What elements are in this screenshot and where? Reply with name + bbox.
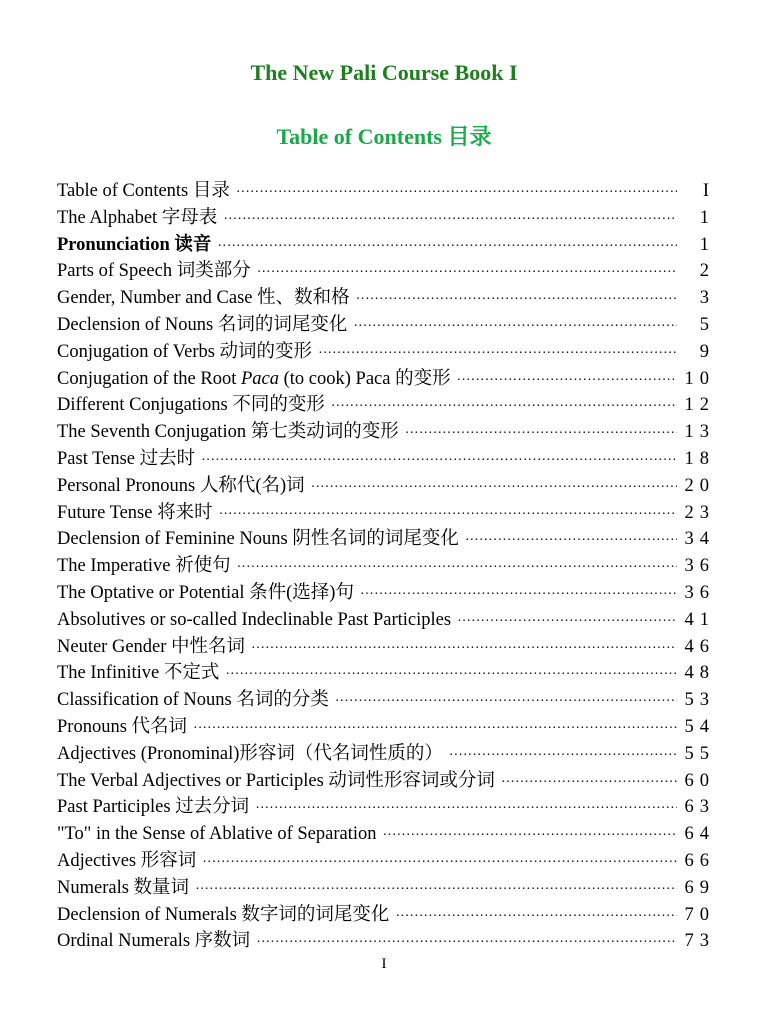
toc-entry-page: 66 [684, 850, 715, 871]
dot-leader [225, 662, 677, 689]
toc-entry-page: 34 [684, 529, 715, 550]
toc-entry-label [57, 366, 457, 393]
toc-entry-label: Adjectives 形容词 [57, 850, 197, 871]
dot-leader [255, 796, 677, 823]
toc-entry-page: 48 [684, 663, 715, 684]
toc-entry-label-italic: Paca [240, 368, 279, 389]
toc-entry-label: Classification of Nouns 名词的分类 [57, 690, 329, 711]
toc-title: Table of Contents 目录 [276, 124, 492, 149]
toc-entry-label: Declension of Nouns 名词的词尾变化 [57, 314, 348, 335]
toc-entry-page: 13 [684, 422, 715, 443]
toc-entry[interactable] [57, 500, 715, 527]
toc-entry-page: 12 [684, 395, 715, 416]
dot-leader [237, 555, 677, 582]
dot-leader [217, 234, 677, 261]
toc-entry-page: 55 [684, 743, 715, 764]
toc-entry-label: Ordinal Numerals 序数词 [57, 931, 251, 952]
toc-entry[interactable] [57, 580, 715, 607]
toc-entry-label: Past Participles 过去分词 [57, 797, 250, 818]
toc-entry[interactable] [57, 339, 715, 366]
toc-entry-label: Gender, Number and Case 性、数和格 [57, 288, 350, 309]
toc-entry[interactable] [57, 741, 715, 768]
dot-leader [311, 475, 677, 502]
toc-entry-label: The Imperative 祈使句 [57, 556, 231, 577]
dot-leader [353, 314, 677, 341]
toc-entry-page: 46 [684, 636, 715, 657]
dot-leader [360, 582, 677, 609]
toc-entry[interactable] [57, 178, 715, 205]
toc-entry-page: 63 [684, 797, 715, 818]
toc-entry-label: Conjugation of Verbs 动词的变形 [57, 341, 313, 362]
dot-leader [219, 502, 677, 529]
toc-entry-label-part: Conjugation of the Root [57, 368, 241, 389]
dot-leader [331, 394, 677, 421]
toc-entry-page: 54 [684, 716, 715, 737]
dot-leader [395, 904, 677, 931]
dot-leader [457, 368, 677, 395]
toc-entry-page: 41 [684, 609, 715, 630]
toc-entry-page: 18 [684, 448, 715, 469]
toc-entry-label: "To" in the Sense of Ablative of Separation [57, 824, 377, 845]
toc-entry[interactable] [57, 794, 715, 821]
toc-entry-label: The Verbal Adjectives or Participles 动词性形容词或分词 [57, 770, 495, 791]
toc-entry-label: Past Tense 过去时 [57, 448, 196, 469]
dot-leader [201, 448, 677, 475]
toc-entry-label: Pronouns 代名词 [57, 716, 188, 737]
toc-entry[interactable] [57, 607, 715, 634]
dot-leader [405, 421, 677, 448]
toc-entry-label: Neuter Gender 中性名词 [57, 636, 246, 657]
toc-entry-label: Declension of Feminine Nouns 阴性名词的词尾变化 [57, 529, 459, 550]
toc-entry-page: 53 [684, 690, 715, 711]
toc-entry[interactable] [57, 392, 715, 419]
toc-entry-page: 1 [699, 234, 715, 255]
toc-entry-label: Different Conjugations 不同的变形 [57, 395, 325, 416]
toc-entry[interactable] [57, 312, 715, 339]
toc-entry-page: 1 [699, 207, 715, 228]
dot-leader [457, 609, 677, 636]
toc-entry-page: 20 [684, 475, 715, 496]
toc-entry[interactable] [57, 634, 715, 661]
toc-entry[interactable] [57, 875, 715, 902]
toc-entry[interactable] [57, 821, 715, 848]
dot-leader [256, 930, 677, 957]
toc-entry-label: Pronunciation 读音 [57, 234, 212, 255]
toc-entry[interactable] [57, 928, 715, 955]
toc-entry[interactable] [57, 553, 715, 580]
toc-entry-page: 36 [684, 556, 715, 577]
dot-leader [449, 743, 677, 770]
toc-entry-page: 69 [684, 877, 715, 898]
toc-entry-page: 64 [684, 824, 715, 845]
toc-entry-label: Numerals 数量词 [57, 877, 190, 898]
dot-leader [465, 528, 677, 555]
table-of-contents [57, 178, 715, 955]
toc-entry-label: The Alphabet 字母表 [57, 207, 218, 228]
toc-entry-page: 5 [699, 314, 715, 335]
toc-entry-label-part: (to cook) Paca 的变形 [278, 368, 451, 389]
toc-entry-label: Future Tense 将来时 [57, 502, 213, 523]
dot-leader [251, 636, 677, 663]
toc-entry[interactable] [57, 660, 715, 687]
book-title: The New Pali Course Book I [250, 60, 518, 85]
toc-entry[interactable] [57, 902, 715, 929]
dot-leader [223, 207, 677, 234]
toc-entry-label: The Seventh Conjugation 第七类动词的变形 [57, 422, 399, 443]
toc-entry[interactable] [57, 205, 715, 232]
toc-entry[interactable] [57, 258, 715, 285]
toc-entry[interactable] [57, 768, 715, 795]
dot-leader [501, 770, 677, 797]
toc-entry-page: 2 [699, 261, 715, 282]
toc-entry-page: 3 [699, 288, 715, 309]
toc-entry-label: The Optative or Potential 条件(选择)句 [57, 582, 354, 603]
toc-entry[interactable] [57, 366, 715, 393]
toc-entry[interactable] [57, 526, 715, 553]
toc-entry-label: Adjectives (Pronominal)形容词（代名词性质的） [57, 743, 443, 764]
toc-entry-label: Absolutives or so-called Indeclinable Past Participles [57, 609, 452, 630]
toc-entry[interactable] [57, 446, 715, 473]
toc-entry-page: 60 [684, 770, 715, 791]
toc-entry-label: The Infinitive 不定式 [57, 663, 220, 684]
dot-leader [236, 180, 677, 207]
dot-leader [202, 850, 677, 877]
toc-entry-page: 23 [684, 502, 715, 523]
toc-entry-page: 73 [684, 931, 715, 952]
toc-entry-page: 9 [699, 341, 715, 362]
toc-entry[interactable] [57, 285, 715, 312]
toc-entry-page: I [702, 181, 715, 201]
toc-entry-label: Parts of Speech 词类部分 [57, 261, 251, 282]
toc-entry-label: Personal Pronouns 人称代(名)词 [57, 475, 305, 496]
toc-entry[interactable] [57, 848, 715, 875]
dot-leader [356, 287, 677, 314]
toc-entry[interactable] [57, 687, 715, 714]
toc-entry-page: 10 [684, 368, 715, 389]
dot-leader [383, 823, 677, 850]
dot-leader [257, 260, 677, 287]
toc-entry[interactable] [57, 714, 715, 741]
toc-entry-label: Table of Contents 目录 [57, 181, 230, 201]
toc-entry-label: Declension of Numerals 数字词的词尾变化 [57, 904, 390, 925]
dot-leader [335, 689, 677, 716]
toc-entry-page: 36 [684, 582, 715, 603]
toc-entry[interactable] [57, 419, 715, 446]
page-number-footer: I [381, 956, 387, 972]
toc-entry[interactable] [57, 473, 715, 500]
dot-leader [193, 716, 677, 743]
toc-entry[interactable] [57, 232, 715, 259]
dot-leader [195, 877, 677, 904]
dot-leader [318, 341, 677, 368]
toc-entry-page: 70 [684, 904, 715, 925]
